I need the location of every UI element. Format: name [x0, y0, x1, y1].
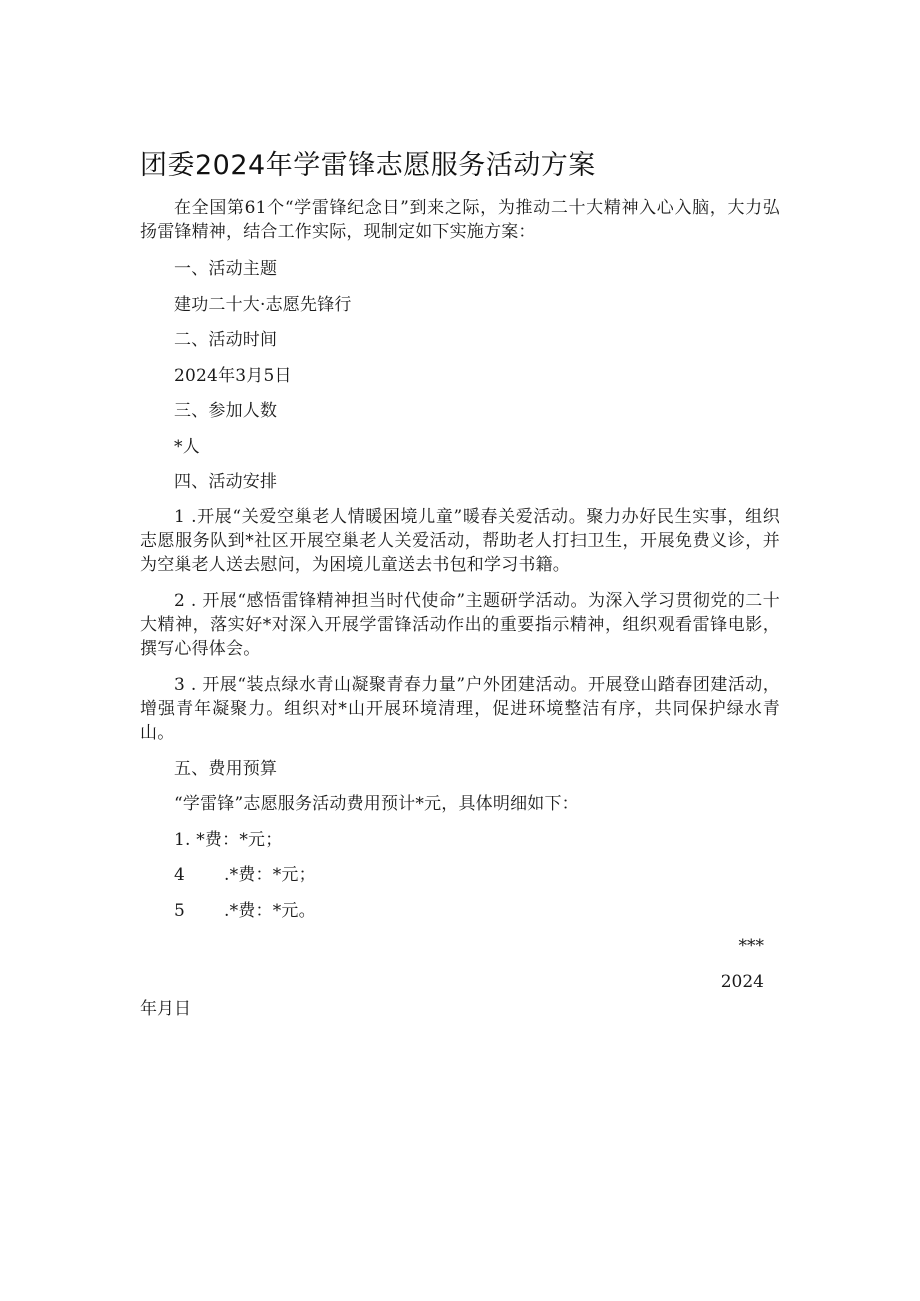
budget-item-3-text: .*费：*元。	[224, 901, 316, 921]
section-4-heading: 四、活动安排	[174, 472, 278, 492]
budget-item-2	[174, 863, 316, 887]
arrangement-item-3: 3 . 开展“装点绿水青山凝聚青春力量”户外团建活动。开展登山踏春团建活动，增强青年凝聚力。组织对*山开展环境清理，促进环境整洁有序，共同保护绿水青山。	[140, 675, 780, 743]
budget-item-2-text: .*费：*元；	[224, 865, 316, 885]
intro-paragraph: 在全国第61个“学雷锋纪念日”到来之际，为推动二十大精神入心入脑，大力弘扬雷锋精神，结合工作实际，现制定如下实施方案：	[140, 198, 780, 242]
section-3-heading: 三、参加人数	[174, 401, 278, 421]
section-1-heading: 一、活动主题	[174, 259, 278, 279]
date-year: 2024	[720, 972, 764, 992]
budget-item-3	[174, 899, 316, 923]
signature: ***	[738, 936, 764, 956]
arrangement-item-2: 2 . 开展“感悟雷锋精神担当时代使命”主题研学活动。为深入学习贯彻党的二十大精神，落实好*对深入开展学雷锋活动作出的重要指示精神，组织观看雷锋电影，撰写心得体会。	[140, 591, 780, 659]
section-2-body: 2024年3月5日	[174, 366, 292, 386]
section-2-heading: 二、活动时间	[174, 330, 278, 350]
document-title: 团委2024年学雷锋志愿服务活动方案	[140, 150, 596, 181]
section-5-heading: 五、费用预算	[174, 759, 278, 779]
section-1-body: 建功二十大·志愿先锋行	[174, 295, 352, 315]
date-rest: 年月日	[140, 999, 191, 1019]
arrangement-item-1: 1 .开展“关爱空巢老人情暖困境儿童”暖春关爱活动。聚力办好民生实事，组织志愿服务队到*社区开展空巢老人关爱活动，帮助老人打扫卫生，开展免费义诊，并为空巢老人送去慰问，为困境儿童送去书包和学习书籍。	[140, 507, 780, 575]
section-5-body: “学雷锋”志愿服务活动费用预计*元，具体明细如下：	[174, 794, 579, 814]
budget-item-3-number: 5	[174, 901, 186, 921]
budget-item-1-text: 1. *费：*元；	[174, 830, 283, 850]
section-3-body: *人	[174, 437, 200, 457]
budget-item-1	[174, 828, 282, 852]
budget-item-2-number: 4	[174, 865, 186, 885]
